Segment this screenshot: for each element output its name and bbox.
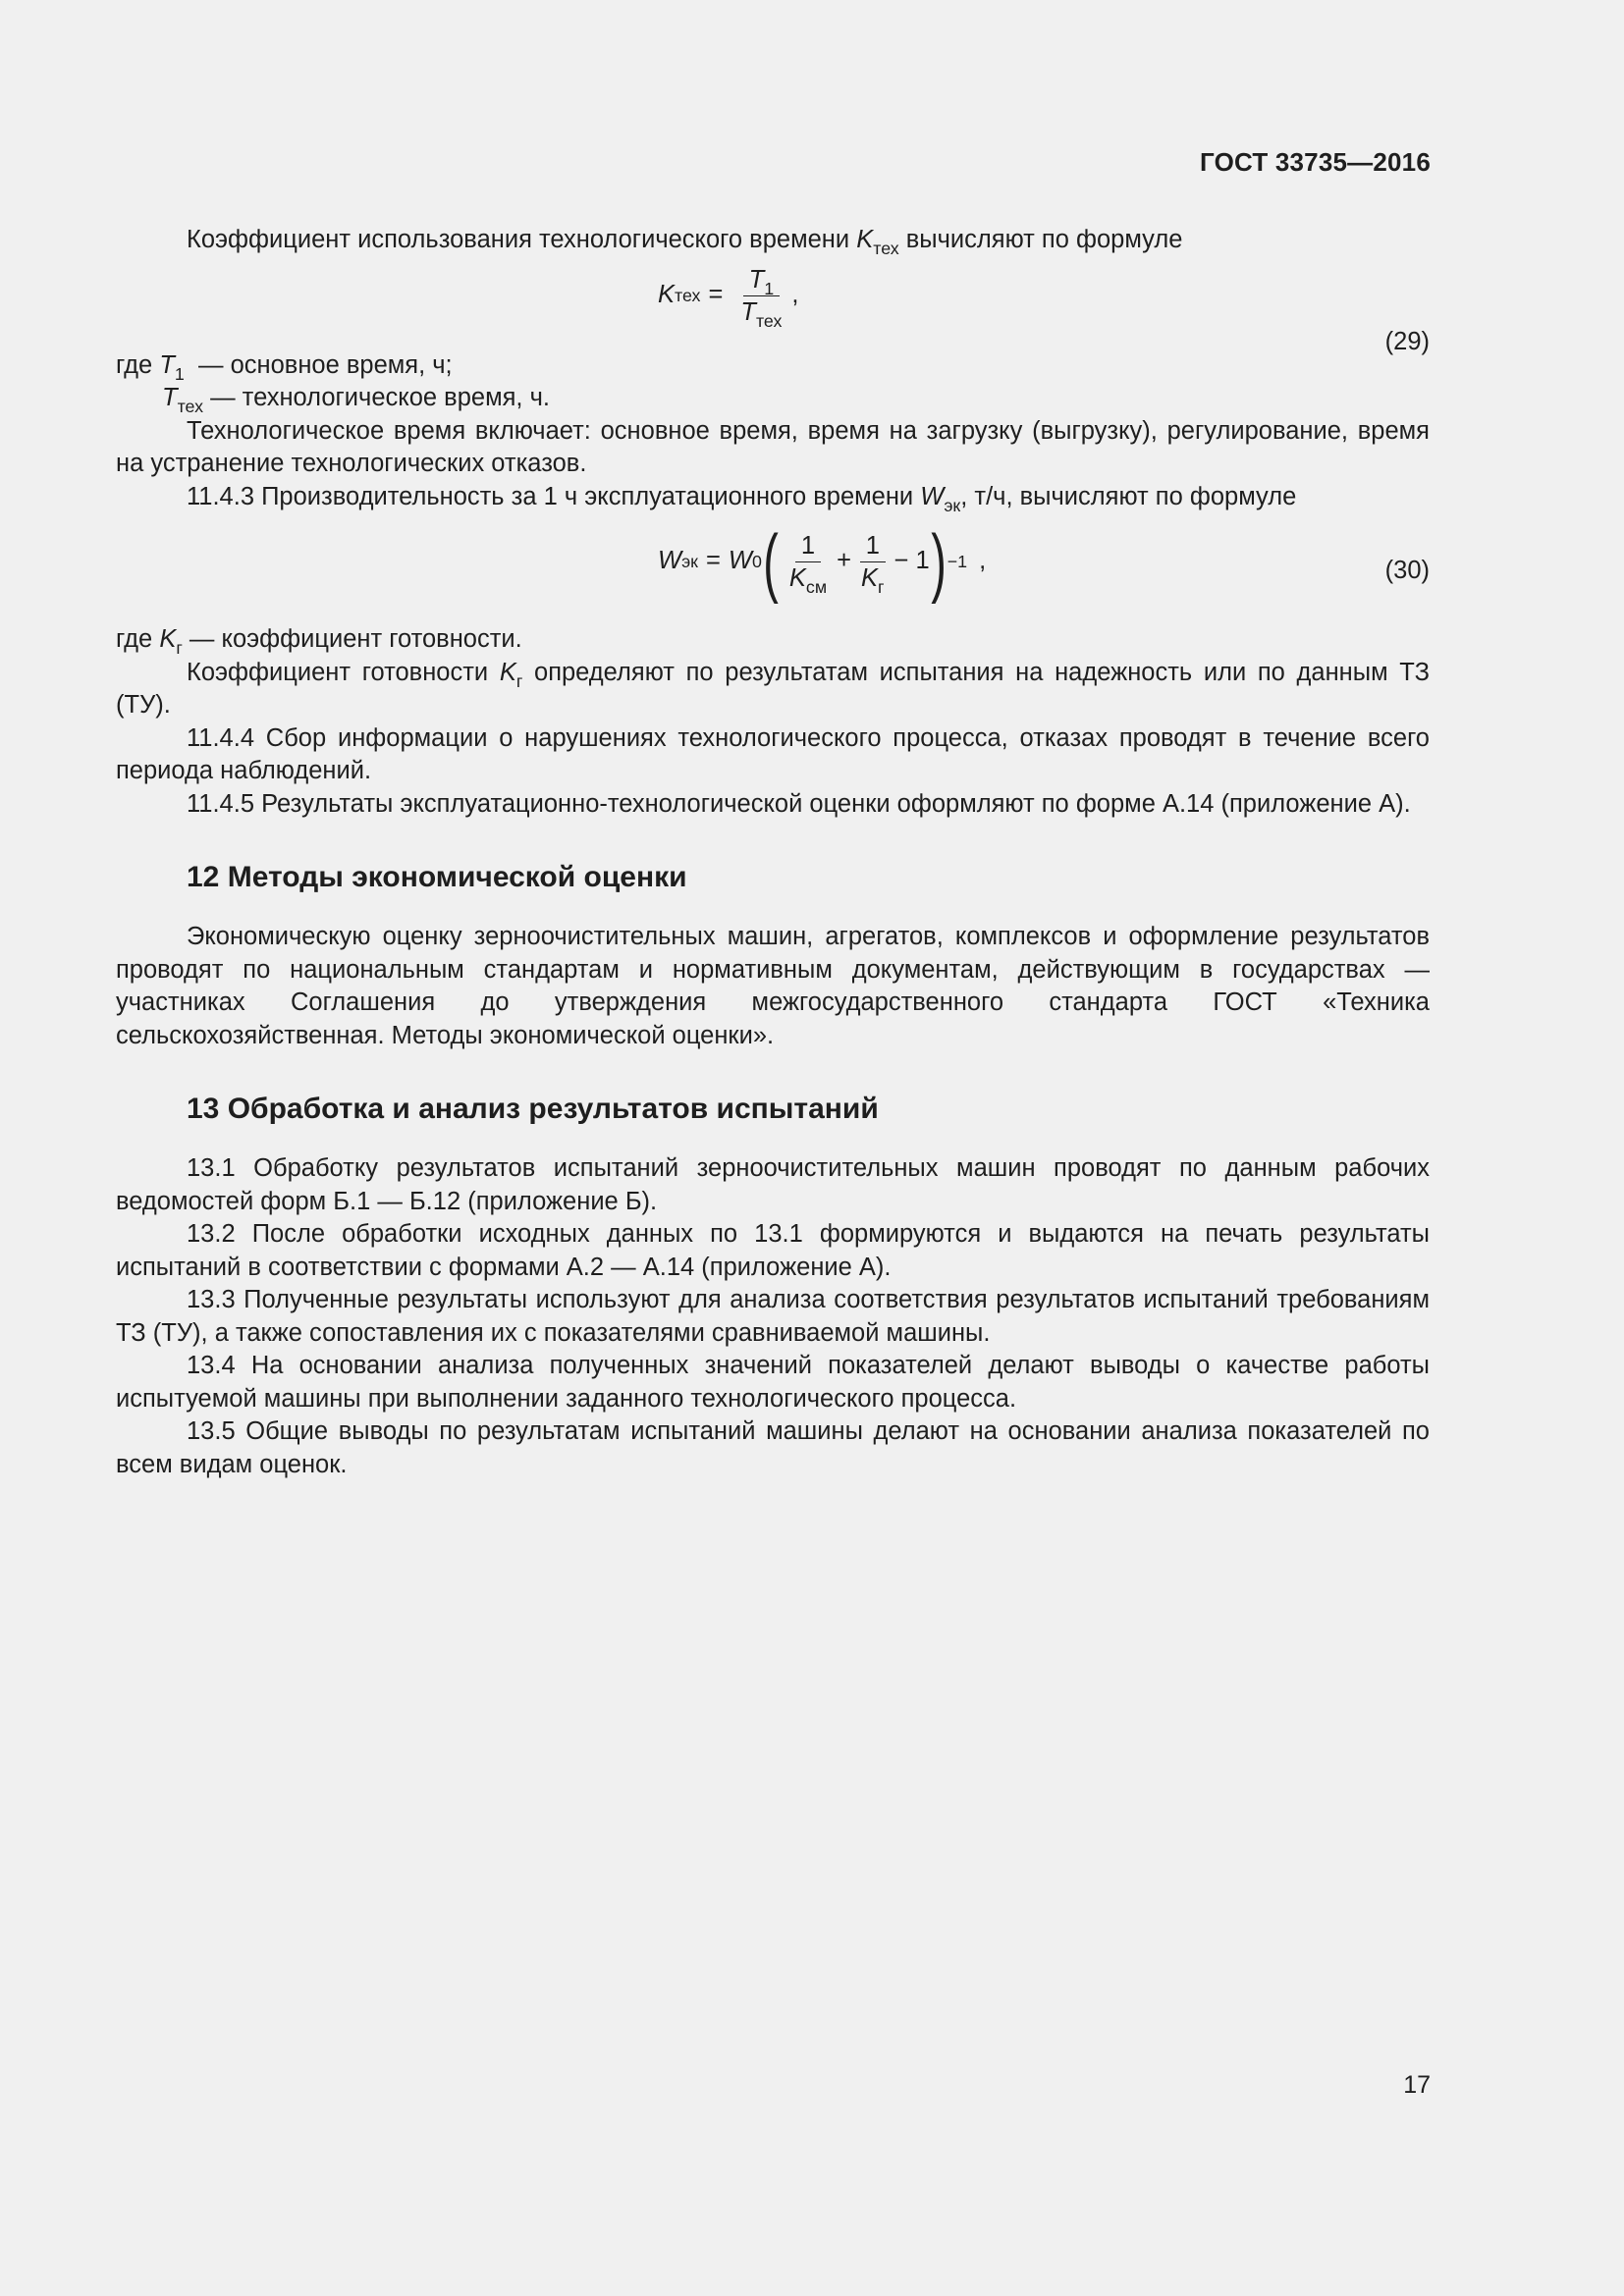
variable: W [728,547,752,575]
text: — технологическое время, ч. [203,384,550,411]
variable: W [920,482,945,510]
equals-sign: = [706,547,721,575]
variable: K [159,625,177,653]
comma: , [791,281,799,309]
paragraph-13-1: 13.1 Обработку результатов испытаний зерноочистительных машин проводят по данным рабочих ведомостей форм Б.1 — Б.12 (приложение Б). [116,1154,1430,1215]
denominator [855,562,891,597]
variable: T [748,265,765,294]
variable: K [861,563,879,592]
where-t1 [116,349,1430,383]
document-id-header: ГОСТ 33735—2016 [1200,147,1431,177]
numerator [743,265,781,296]
subscript: г [878,576,885,597]
text: — основное время, ч; [184,350,453,379]
subscript: 1 [764,278,775,298]
formula-30-expression: W эк = W 0 ( $\frac{1}{K_{см}}$ + $\frac{1}{K_г}$ − 1 ) −1 , [658,518,987,605]
variable: K [658,281,676,309]
variable: T [159,350,175,379]
page-number: 17 [1403,2071,1431,2099]
minus-one: − 1 [893,547,930,575]
subscript: тех [873,239,899,258]
subscript: эк [944,495,961,515]
paragraph-12: Экономическую оценку зерноочистительных машин, агрегатов, комплексов и оформление результатов проводят по национальным стандартам и нормативным документам, действующим в государствах — участниках Соглашения до утверждения межгосударственного стандарта ГОСТ «Техника сельскохозяйственная. Методы экономической оценки». [116,923,1430,1049]
variable: K [499,658,516,686]
section-heading-13: 13 Обработка и анализ результатов испытаний [187,1093,879,1125]
equals-sign: = [708,281,724,309]
text: , т/ч, вычисляют по формуле [960,482,1297,510]
formula-29 [116,257,1430,355]
paragraph-13-3: 13.3 Полученные результаты используют для анализа соответствия результатов испытаний требованиям ТЗ (ТУ), а также сопоставления их с показателями сравниваемой машины. [116,1286,1430,1347]
subscript: 1 [174,363,185,384]
variable: W [658,547,682,575]
paragraph-ktex-intro [116,224,1430,257]
paragraph-tech-time: Технологическое время включает: основное время, время на загрузку (выгрузку), регулирование, время на устранение технологических отказов. [116,416,1430,477]
text: где [116,625,160,653]
paragraph-13-5: 13.5 Общие выводы по результатам испытаний машины делают на основании анализа показателей по всем видам оценок. [116,1417,1430,1478]
left-paren-icon: ( [763,518,779,605]
text: Коэффициент готовности [187,658,500,686]
text: вычисляют по формуле [898,226,1183,253]
equation-number-30: (30) [1384,557,1430,584]
equation-number-29: (29) [1384,327,1430,355]
numerator: 1 [860,531,886,562]
text: — коэффициент готовности. [182,625,522,653]
subscript: г [176,638,183,658]
denominator [784,562,833,597]
text: 11.4.3 Производительность за 1 ч эксплуатационного времени [187,482,921,510]
variable: K [856,226,874,253]
fraction [734,265,787,331]
paragraph-11-4-3 [116,481,1430,514]
fraction [855,531,891,597]
text: Коэффициент использования технологического времени [187,226,857,253]
paragraph-11-4-4: 11.4.4 Сбор информации о нарушениях технологического процесса, отказах проводят в течение всего периода наблюдений. [116,723,1430,784]
paragraph-kg [116,657,1430,722]
right-paren-icon: ) [930,518,947,605]
variable: T [162,384,178,411]
numerator: 1 [795,531,821,562]
text: где [116,350,160,379]
subscript: тех [755,310,783,331]
where-kg [116,623,1430,657]
subscript: тех [177,397,204,416]
subscript: г [515,670,523,691]
document-body [116,224,1430,1481]
formula-30 [116,513,1430,623]
variable: T [740,297,756,326]
paragraph-13-2: 13.2 После обработки исходных данных по 13.1 формируются и выдаются на печать результаты испытаний в соответствии с формами А.2 — А.14 (приложение А). [116,1220,1430,1281]
paragraph-13-4: 13.4 На основании анализа полученных значений показателей делают выводы о качестве работы испытуемой машины при выполнении заданного технологического процесса. [116,1352,1430,1413]
comma: , [979,547,987,575]
fraction [784,531,833,597]
paragraph-11-4-5: 11.4.5 Результаты эксплуатационно-технологической оценки оформляют по форме А.14 (приложение А). [187,789,1411,818]
subscript: см [805,576,828,597]
section-heading-12: 12 Методы экономической оценки [187,861,687,893]
denominator [734,296,787,331]
formula-29-expression: K тех = $\frac{T_1}{T_{тех}}$ , [658,265,799,331]
text: определяют по результатам испытания на надежность или по данным ТЗ (ТУ). [116,658,1430,719]
variable: K [788,563,806,592]
plus-sign: + [837,547,852,575]
where-ttex [116,382,1430,415]
